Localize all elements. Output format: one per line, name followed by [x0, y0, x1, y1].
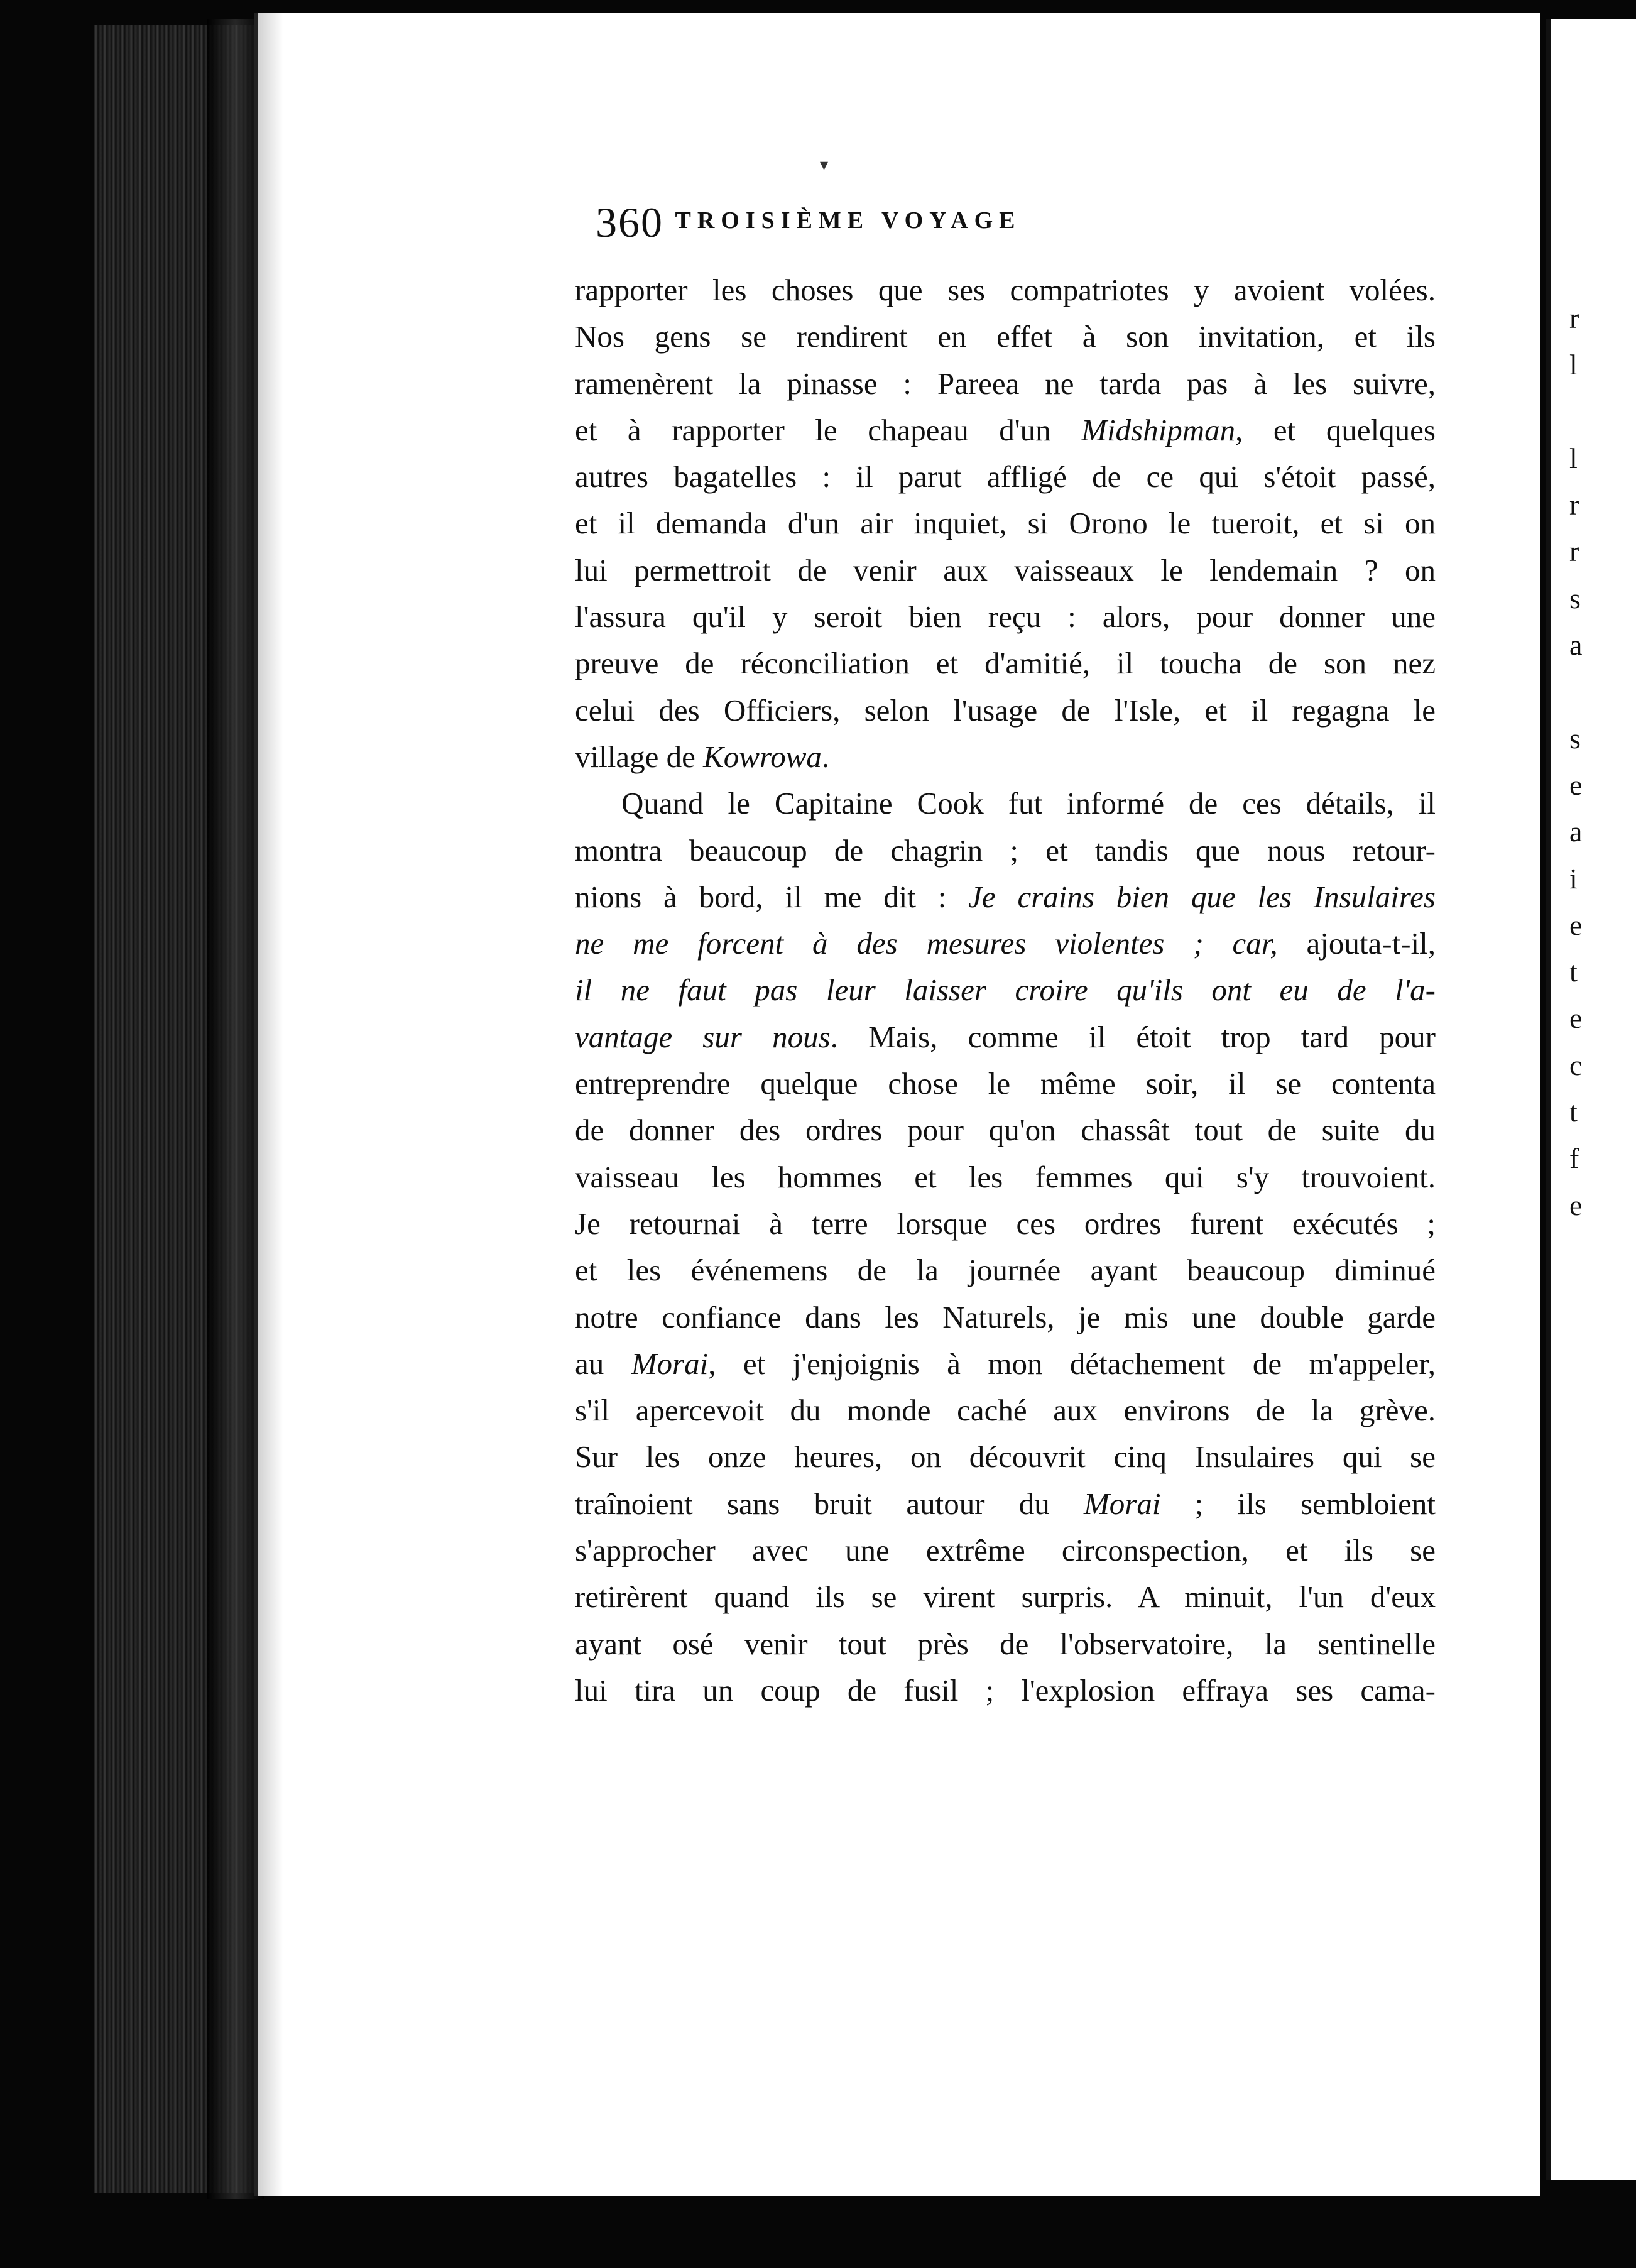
text-line: celui des Officiers, selon l'usage de l'Isle, et il regagna le — [575, 692, 1436, 728]
text-line: rapporter les choses que ses compatriotes y avoient volées. — [575, 273, 1436, 307]
text-line: nions à bord, il me dit : Je crains bien que les Insulaires — [575, 879, 1436, 914]
text-line: il ne faut pas leur laisser croire qu'ils ont eu de l'a- — [575, 973, 1436, 1008]
text-line: ayant osé venir tout près de l'observatoire, la sentinelle — [575, 1626, 1436, 1661]
text-line: preuve de réconciliation et d'amitié, il toucha de son nez — [575, 646, 1436, 681]
right-page-fragment — [1569, 389, 1595, 435]
text-line: au Morai, et j'enjoignis à mon détachement de m'appeler, — [575, 1346, 1436, 1381]
text-line: village de Kowrowa. — [575, 739, 830, 774]
right-page-fragment: e — [1569, 768, 1583, 801]
right-page-fragment: i — [1569, 862, 1578, 895]
text-line: Nos gens se rendirent en effet à son invitation, et ils — [575, 319, 1436, 354]
text-line: vantage sur nous. Mais, comme il étoit trop tard pour — [575, 1019, 1436, 1054]
right-page-fragment: s — [1569, 722, 1581, 755]
right-page-fragment: a — [1569, 629, 1583, 662]
right-page-fragment: e — [1569, 1189, 1583, 1221]
text-line: et il demanda d'un air inquiet, si Orono le tueroit, et si on — [575, 506, 1436, 541]
right-page-fragment: f — [1569, 1142, 1579, 1175]
text-line: ne me forcent à des mesures violentes ; car, ajouta-t-il, — [575, 926, 1436, 961]
right-page-fragment: a — [1569, 815, 1583, 848]
right-page-fragment — [1569, 1369, 1595, 1415]
text-line: retirèrent quand ils se virent surpris. A minuit, l'un d'eux — [575, 1579, 1436, 1615]
page-number: 360 — [596, 199, 663, 246]
right-page-fragment: t — [1569, 956, 1578, 988]
running-title: TROISIÈME VOYAGE — [675, 207, 1022, 234]
running-head — [339, 198, 1187, 248]
text-line: de donner des ordres pour qu'on chassât tout de suite du — [575, 1113, 1436, 1148]
right-page-fragment: e — [1569, 1002, 1583, 1035]
page-gutter-shade — [258, 13, 283, 2196]
text-line: Quand le Capitaine Cook fut informé de ces détails, il — [621, 786, 1436, 821]
text-line: montra beaucoup de chagrin ; et tandis que nous retour- — [575, 832, 1436, 868]
right-page-fragment — [1569, 668, 1595, 715]
right-page-fragment: r — [1569, 535, 1579, 568]
text-line: entreprendre quelque chose le même soir, il se contenta — [575, 1066, 1436, 1101]
right-page-fragment: c — [1569, 1049, 1583, 1081]
text-line: vaisseau les hommes et les femmes qui s'y trouvoient. — [575, 1159, 1436, 1194]
body-text — [575, 267, 1436, 1714]
right-page-fragment — [1569, 1229, 1595, 1275]
text-line: lui permettroit de venir aux vaisseaux le lendemain ? on — [575, 552, 1436, 587]
right-page-fragment — [1569, 1275, 1595, 1322]
text-line: lui tira un coup de fusil ; l'explosion effraya ses cama- — [575, 1672, 1436, 1708]
right-page-fragment: t — [1569, 1096, 1578, 1128]
text-line: traînoient sans bruit autour du Morai ; ils sembloient — [575, 1486, 1436, 1521]
text-line: ramenèrent la pinasse : Pareea ne tarda pas à les suivre, — [575, 366, 1436, 401]
text-line: l'assura qu'il y seroit bien reçu : alors, pour donner une — [575, 599, 1436, 635]
right-page-edge — [1546, 19, 1636, 2180]
text-line: et les événemens de la journée ayant beaucoup diminué — [575, 1253, 1436, 1288]
right-page-fragment: s — [1569, 582, 1581, 614]
right-page-text-fragments — [1569, 295, 1595, 1415]
text-line: et à rapporter le chapeau d'un Midshipman, et quelques — [575, 412, 1436, 447]
text-line: Sur les onze heures, on découvrit cinq Insulaires qui se — [575, 1439, 1436, 1475]
right-page-fragment: r — [1569, 489, 1579, 521]
text-line: s'approcher avec une extrême circonspection, et ils se — [575, 1533, 1436, 1568]
right-page-fragment: l — [1569, 442, 1578, 474]
text-line: autres bagatelles : il parut affligé de ce qui s'étoit passé, — [575, 459, 1436, 494]
right-page-fragment: e — [1569, 908, 1583, 941]
text-line: notre confiance dans les Naturels, je mis une double garde — [575, 1299, 1436, 1334]
print-speck: ▾ — [820, 156, 829, 174]
right-page-fragment: l — [1569, 349, 1578, 381]
right-page-fragment — [1569, 1322, 1595, 1369]
text-line: s'il apercevoit du monde caché aux environs de la grève. — [575, 1393, 1436, 1428]
text-line: Je retournai à terre lorsque ces ordres furent exécutés ; — [575, 1206, 1436, 1241]
right-page-fragment: r — [1569, 302, 1579, 334]
